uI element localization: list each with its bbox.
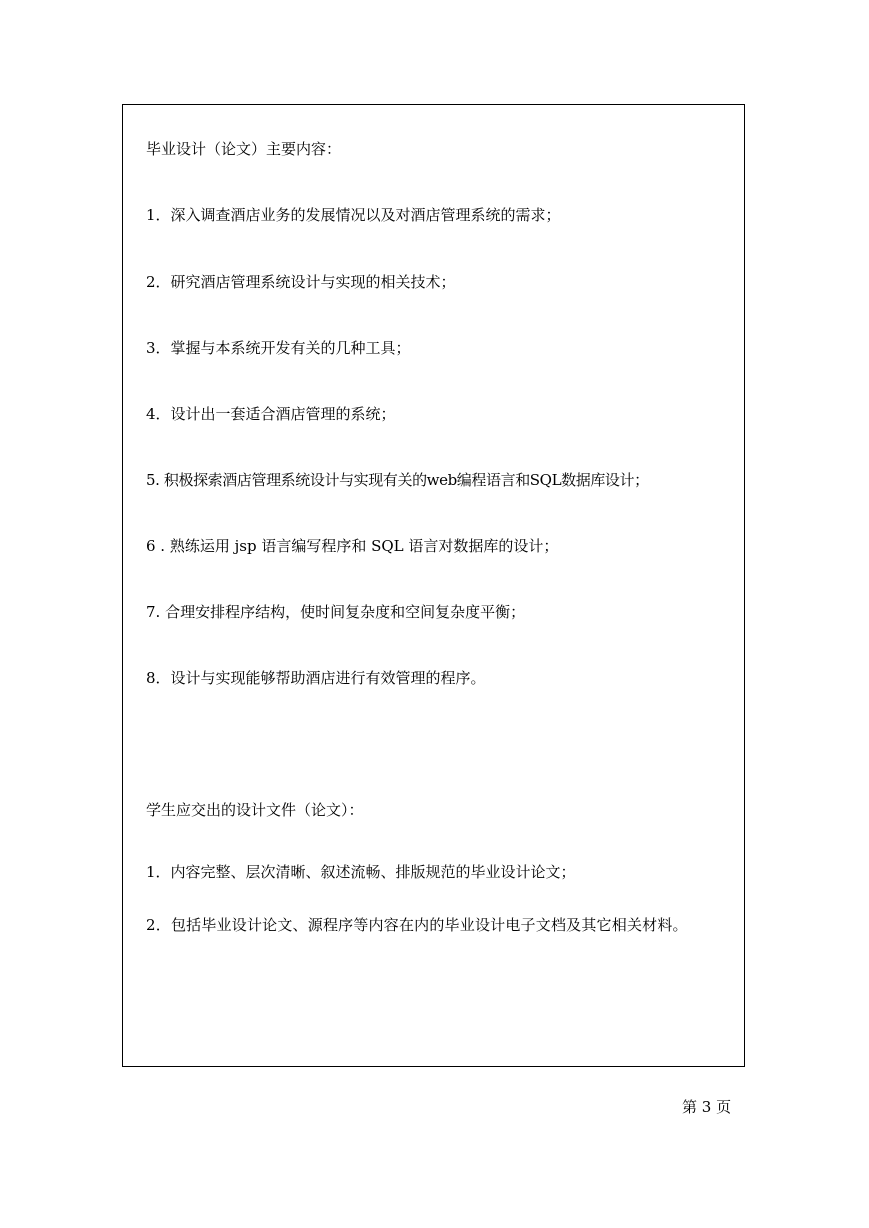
deliverables-heading: 学生应交出的设计文件（论文）： bbox=[146, 801, 364, 819]
deliverables-item-2: 2．包括毕业设计论文、源程序等内容在内的毕业设计电子文档及其它相关材料。 bbox=[146, 916, 688, 934]
main-content-heading: 毕业设计（论文）主要内容： bbox=[146, 140, 342, 158]
main-content-item-5: 5. 积极探索酒店管理系统设计与实现有关的web编程语言和SQL数据库设计； bbox=[146, 471, 649, 489]
main-content-item-8: 8．设计与实现能够帮助酒店进行有效管理的程序。 bbox=[146, 669, 486, 687]
main-content-item-1: 1．深入调查酒店业务的发展情况以及对酒店管理系统的需求； bbox=[146, 206, 561, 224]
deliverables-item-1: 1．内容完整、层次清晰、叙述流畅、排版规范的毕业设计论文； bbox=[146, 863, 576, 881]
main-content-item-3: 3．掌握与本系统开发有关的几种工具； bbox=[146, 339, 411, 357]
main-content-item-6: 6 . 熟练运用 jsp 语言编写程序和 SQL 语言对数据库的设计； bbox=[146, 537, 559, 555]
main-content-item-7: 7. 合理安排程序结构，使时间复杂度和空间复杂度平衡； bbox=[146, 603, 526, 621]
main-content-item-2: 2．研究酒店管理系统设计与实现的相关技术； bbox=[146, 273, 456, 291]
main-content-item-4: 4．设计出一套适合酒店管理的系统； bbox=[146, 405, 396, 423]
page-number: 第 3 页 bbox=[682, 1098, 732, 1116]
